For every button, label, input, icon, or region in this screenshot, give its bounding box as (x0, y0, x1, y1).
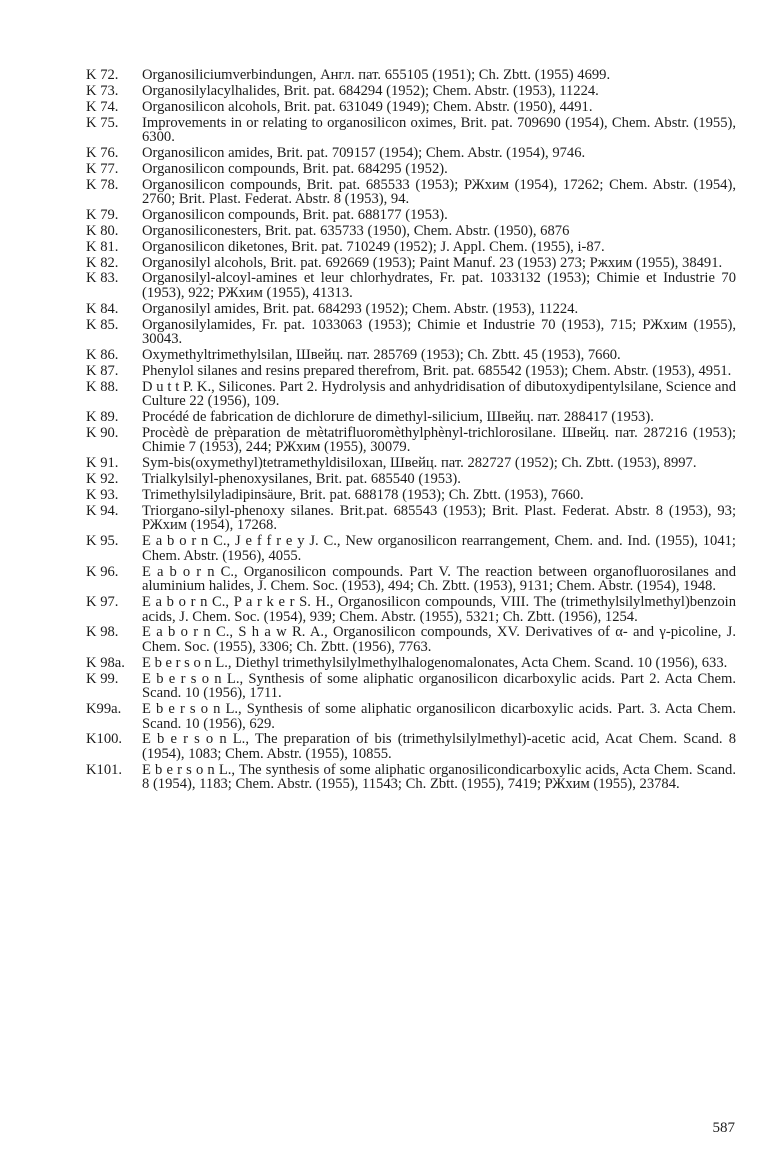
reference-entry (86, 224, 736, 239)
reference-number: K 88. (86, 378, 119, 395)
reference-text: Trimethylsilyladipinsäure, Brit. pat. 688178 (1953); Ch. Zbtt. (1953), 7660. (142, 487, 584, 503)
reference-number: K 84. (86, 300, 119, 317)
reference-text: Organosilicon amides, Brit. pat. 709157 (1954); Chem. Abstr. (1954), 9746. (142, 144, 586, 161)
reference-text: Improvements in or relating to organosilicon oximes, Brit. pat. 709690 (1954), Chem. Abstr. (1955), 6300. (142, 114, 736, 146)
reference-text: Triorgano-silyl-phenoxy silanes. Brit.pat. 685543 (1953); Brit. Plast. Federat. Abstr. 8 (1953), 93; РЖхим (1954), 17268. (142, 502, 736, 534)
reference-entry (86, 534, 736, 563)
reference-number: K 72. (86, 67, 119, 83)
reference-text: E a b o r n C., J e f f r e y J. C., New organosilicon rearrangement, Chem. and. Ind. (1955), 1041; Chem. Abstr. (1956), 4055. (142, 533, 736, 564)
reference-text: Organosilicon compounds, Brit. pat. 685533 (1953); РЖхим (1954), 17262; Chem. Abstr. (1954), 2760; Brit. Plast. Federat. Abstr. 8 (1953), 94. (142, 176, 736, 208)
reference-entry (86, 208, 736, 223)
reference-entry (86, 318, 736, 347)
reference-entry (86, 426, 736, 455)
reference-entry (86, 565, 736, 594)
reference-text: Procèdè de prèparation de mètatrifluoromèthylphènyl-trichlorosilane. Швейц. пат. 287216 (1953); Chimie 7 (1953), 244; РЖхим (1955), 30079. (142, 424, 736, 456)
reference-number: K 85. (86, 316, 119, 333)
reference-number: K 99. (86, 670, 119, 687)
reference-number: K 78. (86, 176, 119, 193)
reference-number: K 87. (86, 362, 119, 379)
reference-number: K 73. (86, 82, 119, 99)
reference-text: Procédé de fabrication de dichlorure de dimethyl-silicium, Швейц. пат. 288417 (1953). (142, 409, 654, 426)
reference-number: K 82. (86, 254, 119, 271)
reference-number: K 75. (86, 114, 119, 131)
reference-entry (86, 672, 736, 701)
reference-number: K 86. (86, 347, 119, 363)
reference-text: D u t t P. K., Silicones. Part 2. Hydrolysis and anhydridisation of dibutoxydipentylsilane, Science and Culture 22 (1956), 109. (142, 378, 736, 410)
reference-entry (86, 488, 736, 503)
reference-entry (86, 380, 736, 409)
reference-text: Organosilicon alcohols, Brit. pat. 631049 (1949); Chem. Abstr. (1950), 4491. (142, 98, 593, 115)
reference-number: K 74. (86, 98, 119, 115)
reference-entry (86, 472, 736, 487)
reference-entry (86, 504, 736, 533)
reference-entry (86, 702, 736, 731)
reference-text: Organosilicon compounds, Brit. pat. 688177 (1953). (142, 207, 448, 223)
reference-text: Organosilyl amides, Brit. pat. 684293 (1952); Chem. Abstr. (1953), 11224. (142, 300, 579, 317)
reference-text: Organosilylamides, Fr. pat. 1033063 (1953); Chimie et Industrie 70 (1953), 715; РЖхим (1955), 30043. (142, 316, 736, 348)
reference-entry (86, 178, 736, 207)
reference-text: Organosilyl alcohols, Brit. pat. 692669 (1953); Paint Manuf. 23 (1953) 273; Ржхим (1955), 38491. (142, 254, 723, 271)
reference-entry (86, 410, 736, 425)
reference-number: K 94. (86, 502, 119, 519)
reference-entry (86, 100, 736, 115)
reference-entry (86, 146, 736, 161)
reference-text: E a b o r n C., Organosilicon compounds. Part V. The reaction between organofluorosilanes and aluminium halides, J. Chem. Soc. (1953), 494; Ch. Zbtt. (1953), 9131; Chem. Abstr. (1954), 1948. (142, 563, 736, 595)
reference-entry (86, 763, 736, 792)
reference-text: Organosiliconesters, Brit. pat. 635733 (1950), Chem. Abstr. (1950), 6876 (142, 222, 570, 239)
page-number: 587 (712, 1120, 735, 1136)
reference-entry (86, 271, 736, 300)
reference-entry (86, 256, 736, 271)
reference-text: E b e r s o n L., Synthesis of some aliphatic organosilicon dicarboxylic acids. Part. 3. Acta Chem. Scand. 10 (1956), 629. (142, 701, 736, 732)
reference-number: K 98a. (86, 654, 125, 671)
reference-text: E b e r s o n L., Diethyl trimethylsilylmethylhalogenomalonates, Acta Chem. Scand. 10 (1956), 633. (142, 654, 728, 671)
reference-entry (86, 116, 736, 145)
reference-text: Organosilicon compounds, Brit. pat. 684295 (1952). (142, 160, 448, 177)
reference-text: E b e r s o n L., The preparation of bis (trimethylsilylmethyl)-acetic acid, Acat Chem. Scand. 8 (1954), 1083; Chem. Abstr. (1955), 10855. (142, 731, 736, 762)
reference-entry (86, 348, 736, 363)
reference-text: E b e r s o n L., Synthesis of some aliphatic organosilicon dicarboxylic acids. Part 2. Acta Chem. Scand. 10 (1956), 1711. (142, 670, 736, 702)
reference-entry (86, 732, 736, 761)
reference-entry (86, 240, 736, 255)
reference-number: K 93. (86, 487, 119, 503)
reference-text: E a b o r n C., P a r k e r S. H., Organosilicon compounds, VIII. The (trimethylsilylmethyl)benzoin acids, J. Chem. Soc. (1954), 939; Chem. Abstr. (1955), 5321; Ch. Zbtt. (1956), 1254. (142, 594, 736, 625)
reference-number: K 91. (86, 455, 119, 472)
reference-text: Trialkylsilyl-phenoxysilanes, Brit. pat. 685540 (1953). (142, 471, 461, 488)
reference-entry (86, 162, 736, 177)
reference-number: K 77. (86, 160, 119, 177)
reference-text: Organosilylacylhalides, Brit. pat. 684294 (1952); Chem. Abstr. (1953), 11224. (142, 82, 599, 99)
reference-entry (86, 364, 736, 379)
reference-entry (86, 456, 736, 471)
reference-number: K 90. (86, 424, 119, 441)
reference-number: K 80. (86, 222, 119, 239)
reference-entry (86, 656, 736, 671)
reference-text: E a b o r n C., S h a w R. A., Organosilicon compounds, XV. Derivatives of α- and γ-picoline, J. Chem. Soc. (1955), 3306; Ch. Zbtt. (1956), 7763. (142, 624, 736, 655)
reference-number: K 92. (86, 471, 119, 488)
reference-number: K101. (86, 761, 123, 778)
reference-entry (86, 302, 736, 317)
reference-text: Organosilyl-alcoyl-amines et leur chlorhydrates, Fr. pat. 1033132 (1953); Chimie et Industrie 70 (1953), 922; РЖхим (1955), 41313. (142, 270, 736, 301)
reference-text: Organosiliciumverbindungen, Англ. пат. 655105 (1951); Ch. Zbtt. (1955) 4699. (142, 67, 611, 83)
reference-number: K 89. (86, 409, 119, 426)
reference-number: K 83. (86, 270, 119, 287)
reference-number: K 81. (86, 238, 119, 255)
reference-number: K 96. (86, 563, 119, 580)
reference-text: Phenylol silanes and resins prepared therefrom, Brit. pat. 685542 (1953); Chem. Abstr. (1953), 4951. (142, 362, 732, 379)
reference-number: K99a. (86, 701, 122, 718)
reference-number: K 98. (86, 624, 119, 641)
reference-entry (86, 625, 736, 654)
reference-number: K100. (86, 731, 123, 748)
reference-number: K 95. (86, 533, 119, 550)
reference-text: Oxymethyltrimethylsilan, Швейц. пат. 285769 (1953); Ch. Zbtt. 45 (1953), 7660. (142, 347, 621, 363)
reference-text: Sym-bis(oxymethyl)tetramethyldisiloxan, Швейц. пат. 282727 (1952); Ch. Zbtt. (1953), 8997. (142, 455, 697, 472)
reference-text: E b e r s o n L., The synthesis of some aliphatic organosilicondicarboxylic acids, Acta Chem. Scand. 8 (1954), 1183; Chem. Abstr. (1955), 11543; Ch. Zbtt. (1955), 7419; РЖхим (1955), 23784. (142, 761, 736, 793)
reference-number: K 97. (86, 594, 119, 611)
reference-list (86, 68, 736, 793)
reference-number: K 76. (86, 144, 119, 161)
reference-number: K 79. (86, 207, 119, 223)
reference-entry (86, 595, 736, 624)
reference-entry (86, 68, 736, 83)
reference-text: Organosilicon diketones, Brit. pat. 710249 (1952); J. Appl. Chem. (1955), i-87. (142, 238, 605, 255)
reference-entry (86, 84, 736, 99)
